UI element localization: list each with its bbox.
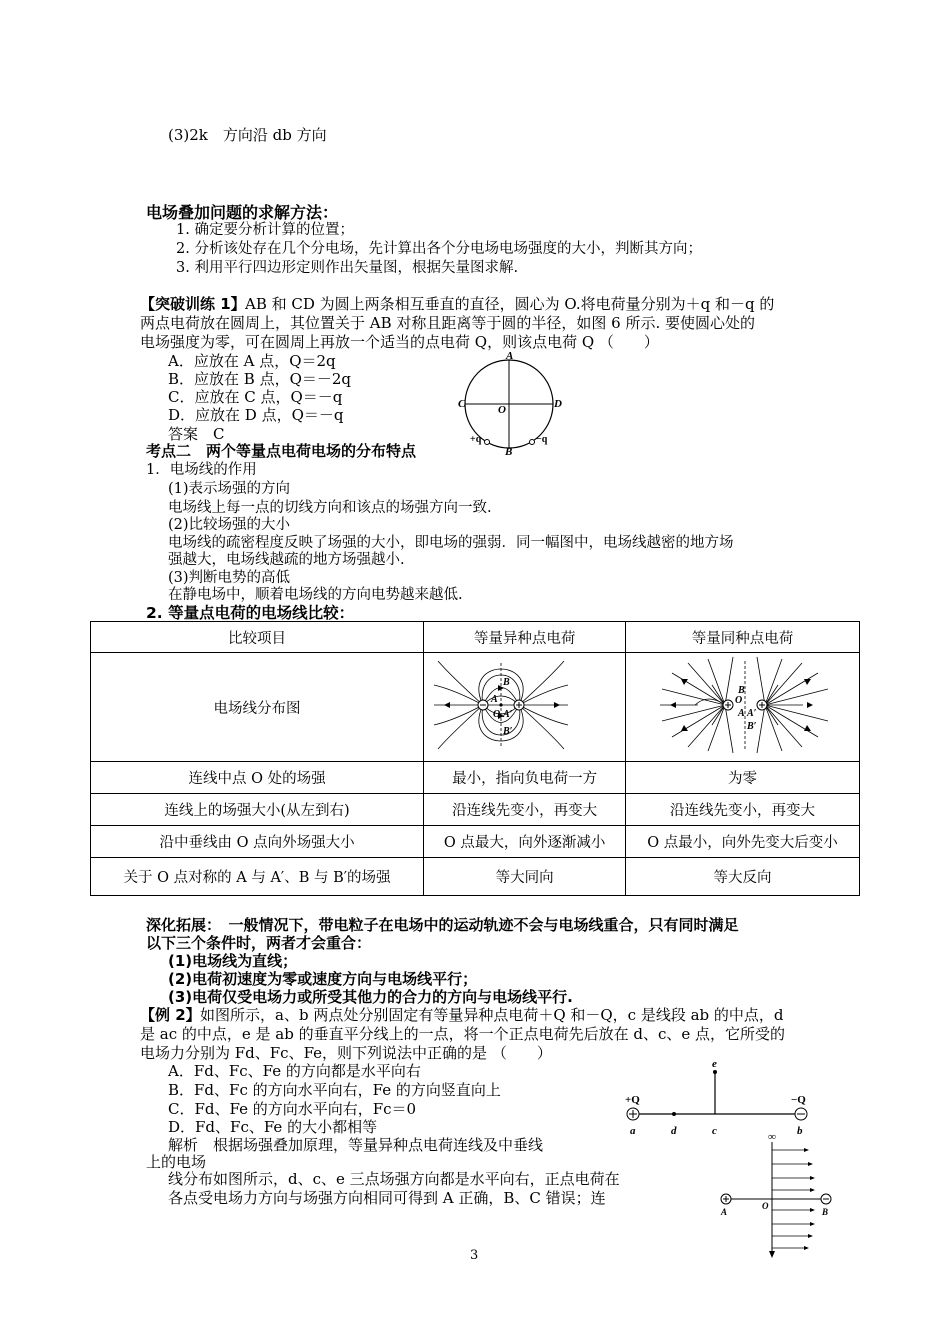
circle-figure bbox=[455, 345, 575, 457]
table-cell: 连线中点 O 处的场强 bbox=[91, 762, 424, 794]
table-cell: 电场线分布图 bbox=[91, 653, 424, 762]
label-minus-q: −q bbox=[536, 434, 548, 445]
plus-q-charge bbox=[485, 440, 490, 445]
table-cell: 沿连线先变小，再变大 bbox=[626, 794, 860, 826]
example2-label: 【例 2】 bbox=[140, 1006, 201, 1024]
label-o: O bbox=[498, 404, 506, 416]
training1-line3: 电场强度为零，可在圆周上再放一个适当的点电荷 Q，则该点电荷 Q （ ） bbox=[140, 333, 659, 351]
fig-label-b: B bbox=[737, 685, 745, 696]
label-minus-q: −Q bbox=[791, 1094, 806, 1106]
table-cell: 等大反向 bbox=[626, 858, 860, 896]
superposition-step-1: 1. 确定要分析计算的位置； bbox=[176, 222, 354, 238]
comparison-table bbox=[90, 621, 860, 896]
label-b: b bbox=[797, 1125, 803, 1137]
topic2-sub2: (2)比较场强的大小 bbox=[168, 517, 291, 533]
label-b: B bbox=[822, 1207, 829, 1217]
table-row bbox=[91, 826, 860, 858]
table-row bbox=[91, 858, 860, 896]
fig-label-b-prime: B′ bbox=[502, 726, 513, 737]
training1-option-a: A．应放在 A 点，Q＝2q bbox=[168, 352, 336, 370]
superposition-step-2: 2. 分析该处存在几个分电场，先计算出各个分电场电场强度的大小，判断其方向； bbox=[176, 241, 702, 257]
topic2-text2a: 电场线的疏密程度反映了场强的大小，即电场的强弱．同一幅图中，电场线越密的地方场 bbox=[168, 535, 734, 551]
deepen-condition-2: (2)电荷初速度为零或速度方向与电场线平行； bbox=[168, 970, 478, 988]
table-cell: 最小，指向负电荷一方 bbox=[424, 762, 626, 794]
table-cell: 关于 O 点对称的 A 与 A′、B 与 B′的场强 bbox=[91, 858, 424, 896]
label-plus-q: +q bbox=[470, 434, 482, 445]
table-header: 等量异种点电荷 bbox=[424, 622, 626, 653]
table-cell: O 点最大，向外逐渐减小 bbox=[424, 826, 626, 858]
label-d: D bbox=[554, 398, 562, 410]
topic2-text1: 电场线上每一点的切线方向和该点的场强方向一致. bbox=[168, 500, 492, 516]
deepen-condition-3: (3)电荷仅受电场力或所受其他力的合力的方向与电场线平行. bbox=[168, 988, 573, 1006]
training1-option-b: B．应放在 B 点，Q＝－2q bbox=[168, 370, 352, 388]
table-header-row bbox=[91, 622, 860, 653]
topic2-title: 考点二 两个等量点电荷电场的分布特点 bbox=[146, 442, 417, 460]
topic2-text3: 在静电场中，顺着电场线的方向电势越来越低. bbox=[168, 587, 463, 603]
opposite-charges-field-figure bbox=[430, 655, 620, 755]
deepen-line1: 深化拓展： 一般情况下，带电粒子在电场中的运动轨迹不会与电场线重合，只有同时满足 bbox=[146, 916, 739, 934]
example2-line3: 电场力分别为 Fd、Fc、Fe，则下列说法中正确的是 （ ） bbox=[140, 1044, 552, 1062]
opposite-charges-figure-cell bbox=[424, 653, 626, 762]
deepen-line2: 以下三个条件时，两者才会重合： bbox=[146, 934, 372, 952]
deepen-condition-1: (1)电场线为直线； bbox=[168, 952, 298, 970]
table-cell: 为零 bbox=[626, 762, 860, 794]
fig-label-a-prime: A′ bbox=[746, 708, 757, 719]
table-cell: 等大同向 bbox=[424, 858, 626, 896]
table-cell: 连线上的场强大小(从左到右) bbox=[91, 794, 424, 826]
example2-option-a: A．Fd、Fc、Fe 的方向都是水平向右 bbox=[168, 1062, 421, 1080]
example2-analysis-4: 各点受电场力方向与场强方向相同可得到 A 正确，B、C 错误；连 bbox=[168, 1189, 606, 1207]
topic2-sub1: (1)表示场强的方向 bbox=[168, 481, 291, 497]
table-row bbox=[91, 653, 860, 762]
label-d: d bbox=[671, 1125, 677, 1137]
topic2-section2: 2. 等量点电荷的电场线比较： bbox=[146, 604, 355, 622]
perpendicular-bisector-field-figure bbox=[712, 1130, 842, 1260]
table-row bbox=[91, 794, 860, 826]
topic2-section1: 1．电场线的作用 bbox=[146, 462, 257, 478]
fig-label-a: A bbox=[490, 694, 498, 705]
example2-line1: 如图所示，a、b 两点处分别固定有等量异种点电荷＋Q 和－Q，c 是线段 ab 的中点，d bbox=[200, 1006, 784, 1024]
training1-option-d: D．应放在 D 点，Q＝－q bbox=[168, 406, 344, 424]
example2-option-d: D．Fd、Fc、Fe 的大小都相等 bbox=[168, 1118, 378, 1136]
example2-option-c: C．Fd、Fe 的方向水平向右，Fc＝0 bbox=[168, 1100, 417, 1118]
training1-line2: 两点电荷放在圆周上，其位置关于 AB 对称且距离等于圆的半径，如图 6 所示. 要使圆心处的 bbox=[140, 314, 756, 332]
charges-abc-figure bbox=[615, 1055, 815, 1140]
label-plus-q: +Q bbox=[625, 1094, 640, 1106]
label-c: C bbox=[458, 398, 466, 410]
label-a: A bbox=[721, 1207, 728, 1217]
label-e: e bbox=[712, 1058, 717, 1070]
training1-answer: 答案 C bbox=[168, 425, 225, 443]
training1-line1: AB 和 CD 为圆上两条相互垂直的直径，圆心为 O.将电荷量分别为＋q 和－q 的 bbox=[245, 295, 775, 313]
table-cell: 沿连线先变小，再变大 bbox=[424, 794, 626, 826]
fig-label-a-prime: A′ bbox=[502, 709, 513, 720]
superposition-step-3: 3. 利用平行四边形定则作出矢量图，根据矢量图求解. bbox=[176, 260, 519, 276]
table-header: 比较项目 bbox=[91, 622, 424, 653]
superposition-title: 电场叠加问题的求解方法： bbox=[146, 203, 339, 222]
page-number: 3 bbox=[470, 1248, 479, 1263]
fig-label-b: B bbox=[502, 677, 510, 688]
minus-q-charge bbox=[530, 440, 535, 445]
label-a: a bbox=[630, 1125, 636, 1137]
top-answer-line: (3)2k 方向沿 db 方向 bbox=[168, 126, 327, 144]
like-charges-figure-cell bbox=[626, 653, 860, 762]
table-cell: O 点最小，向外先变大后变小 bbox=[626, 826, 860, 858]
table-header: 等量同种点电荷 bbox=[626, 622, 860, 653]
training1-option-c: C．应放在 C 点，Q＝－q bbox=[168, 388, 343, 406]
like-charges-field-figure bbox=[648, 655, 838, 755]
training1-label: 【突破训练 1】 bbox=[140, 295, 246, 313]
example2-line2: 是 ac 的中点，e 是 ab 的垂直平分线上的一点，将一个正点电荷先后放在 d、c、e 点，它所受的 bbox=[140, 1025, 786, 1043]
topic2-sub3: (3)判断电势的高低 bbox=[168, 570, 291, 586]
table-cell: 沿中垂线由 O 点向外场强大小 bbox=[91, 826, 424, 858]
label-b: B bbox=[505, 446, 513, 457]
example2-analysis-1: 解析 根据场强叠加原理，等量异种点电荷连线及中垂线 bbox=[168, 1136, 544, 1154]
example2-analysis-2: 上的电场 bbox=[146, 1153, 207, 1171]
fig-label-o: O bbox=[492, 709, 500, 720]
label-o: O bbox=[762, 1201, 769, 1211]
fig-label-b-prime: B′ bbox=[746, 721, 757, 732]
table-row bbox=[91, 762, 860, 794]
example2-analysis-3: 线分布如图所示，d、c、e 三点场强方向都是水平向右，正点电荷在 bbox=[168, 1170, 620, 1188]
topic2-text2b: 强越大，电场线越疏的地方场强越小. bbox=[168, 552, 405, 568]
label-a: A bbox=[506, 350, 514, 362]
example2-option-b: B．Fd、Fc 的方向水平向右，Fe 的方向竖直向上 bbox=[168, 1081, 501, 1099]
fig-label-a: A bbox=[737, 708, 745, 719]
label-infinity: ∞ bbox=[768, 1131, 776, 1143]
fig-label-o: O bbox=[734, 695, 742, 706]
label-c: c bbox=[712, 1125, 717, 1137]
